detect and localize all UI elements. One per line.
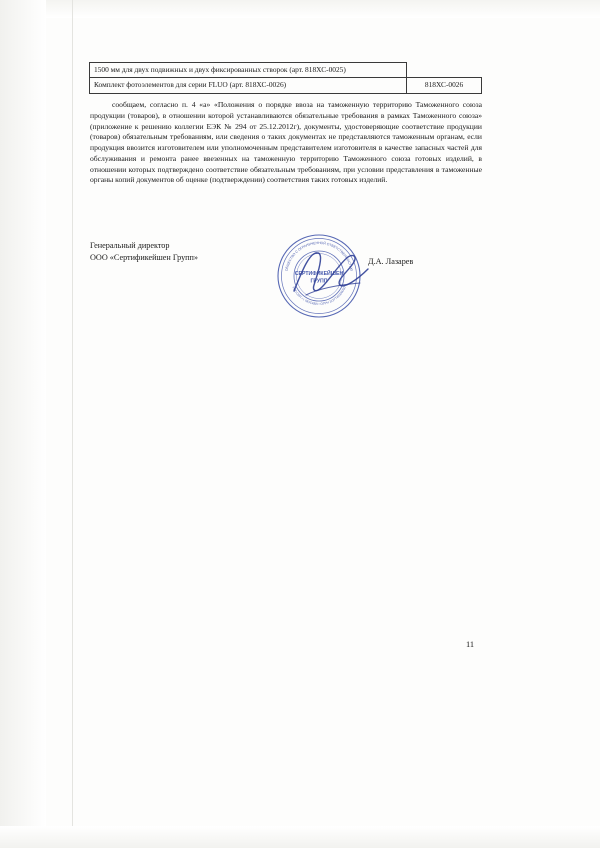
table-cell-code-empty [407,63,482,78]
page-number: 11 [466,640,475,649]
svg-text:РОССИЯ • г. МОСКВА • ОГРН 1127 [291,286,347,306]
company-stamp [276,233,362,319]
scan-edge-left [0,0,46,848]
signatory-name: Д.А. Лазарев [368,257,414,266]
body-paragraph: сообщаем, согласно п. 4 «а» «Положения о порядке ввоза на таможенную территорию Таможенного союза продукции (товаров), в отношении которой устанавливаются обязательные требования в рамках Таможенного союза» (приложение к решению коллегии ЕЭК № 294 от 25.12.2012г), документы, удостоверяющие соответствие продукции (товаров) обязательным требованиям, или сведения о таких документах не представляются таможенным органам, если продукция ввозится изготовителем или уполномоченным представителем изготовителя в качестве запасных частей для обслуживания и ремонта ранее ввезенных на таможенную территорию Таможенного союза готовых изделий, в отношении которых подтверждено соответствие обязательным требованиям, при условии представления в таможенные органы копий документов об оценке (подтверждении) соответствия таких готовых изделий. [90,100,482,185]
stamp-bottom-arc-text: РОССИЯ • г. МОСКВА • ОГРН 1127746000000 [291,285,347,306]
table-row [90,63,482,78]
signatory-title: Генеральный директор [90,241,170,250]
scan-margin-line [72,0,73,848]
stamp-center-line-2: ГРУПП [310,278,328,285]
table-cell-description: Комплект фотоэлементов для серии FLUO (арт. 818ХС-0026) [90,78,407,93]
scan-edge-top [0,0,600,18]
table-row [90,78,482,93]
table-cell-description: 1500 мм для двух подвижных и двух фиксированных створок (арт. 818ХС-0025) [90,63,407,78]
scan-edge-bottom [0,826,600,848]
product-table [89,62,482,94]
stamp-center-line-1: СЕРТИФИКЕЙШЕН [294,271,344,277]
svg-text:ОБЩЕСТВО С ОГРАНИЧЕННОЙ ОТВЕТС [284,241,353,272]
signatory-company: ООО «Сертификейшен Групп» [90,252,199,262]
table-cell-code: 818ХС-0026 [407,78,482,93]
stamp-top-arc-text: ОБЩЕСТВО С ОГРАНИЧЕННОЙ ОТВЕТСТВЕННОСТЬЮ [284,240,354,272]
